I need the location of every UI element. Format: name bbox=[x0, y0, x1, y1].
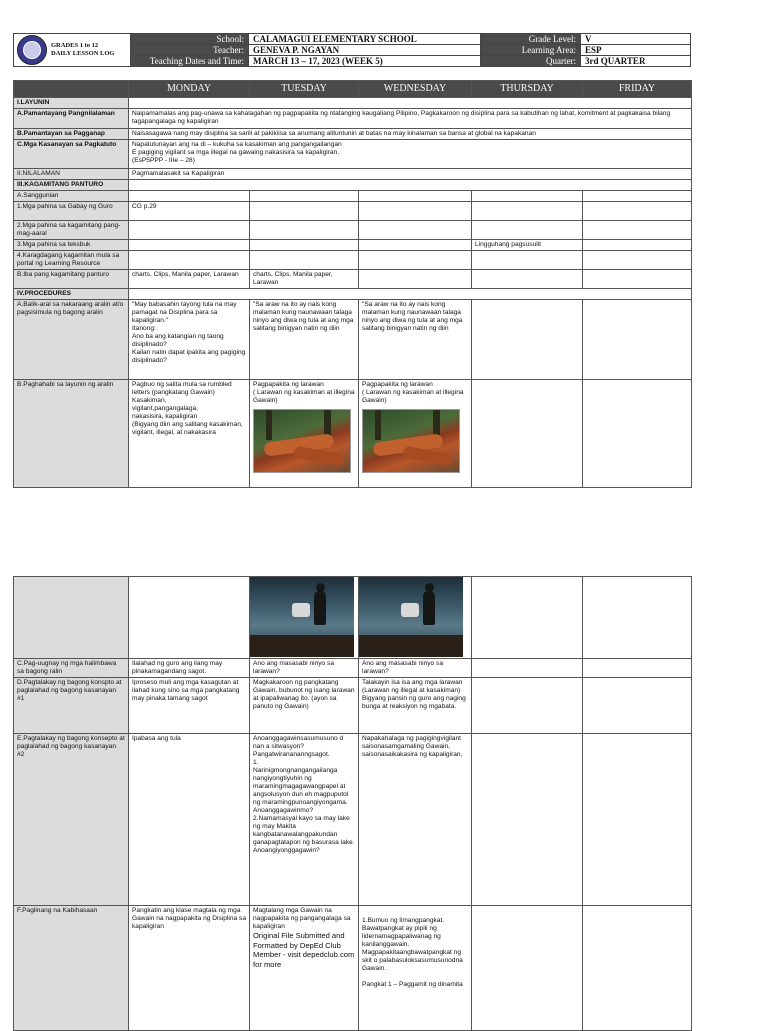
grade-label: Grade Level: bbox=[481, 34, 581, 45]
paghahabi-wednesday: Pagpapakita ng larawan ( Larawan ng kasakiman at illegina Gawain) bbox=[362, 381, 464, 404]
school-value: CALAMAGUI ELEMENTARY SCHOOL bbox=[249, 34, 481, 45]
f-tuesday-cell bbox=[250, 906, 359, 1031]
lake-photo-cell-wednesday bbox=[359, 577, 472, 659]
area-value: ESP bbox=[581, 45, 691, 56]
row-label-paguugnay: C.Pag-uugnay ng mga halimbawa sa bagong ralin bbox=[14, 659, 129, 678]
lake-dumping-photo bbox=[250, 577, 354, 657]
corner-cell bbox=[14, 81, 129, 98]
dates-label: Teaching Dates and Time: bbox=[131, 56, 249, 67]
paguugnay-tuesday: Ano ang masasabi ninyo sa larawan? bbox=[250, 659, 359, 678]
row-label-f: F.Paglinang na Kabihasaan bbox=[14, 906, 129, 1031]
lesson-table-page-1 bbox=[13, 80, 692, 488]
day-friday: FRIDAY bbox=[583, 81, 692, 98]
depedclub-watermark-text: Original File Submitted and Formatted by DepEd Club Member - visit depedclub.com for more bbox=[253, 931, 355, 969]
pamantayan-text: Naipamamalas ang pag-unawa sa kahalagahan ng pagpapakita ng ntatanging kaugaliang Pilipino, Pagkakaroon ng disiplina para sa kabutihan ng lahat, komitment at pagkakaisa bilang tagapangalaga ng kapaligiran bbox=[129, 109, 692, 129]
school-label: School: bbox=[131, 34, 249, 45]
section-procedures: IV.PROCEDURES bbox=[14, 289, 129, 300]
logo-text: GRADES 1 to 12 DAILY LESSON LOG bbox=[51, 42, 115, 57]
row-label-e: E.Pagtalakay ng bagong konsepto at paglalahad ng bagong kasanayan #2 bbox=[14, 734, 129, 906]
paguugnay-monday: Ilalahad ng guro ang ilang may pinakamagandang sagot. bbox=[129, 659, 250, 678]
day-monday: MONDAY bbox=[129, 81, 250, 98]
f-tuesday: Magtalang mga Gawain na nagpapakita ng pangangalaga sa kapaligiran bbox=[253, 907, 351, 930]
balik-aral-tuesday: "Sa araw na ito ay nais kong malaman kung naunawaan talaga ninyo ang diwa ng tula at ang mga salitang binigyan natin ng diin bbox=[250, 300, 359, 380]
section-kagamitan: III.KAGAMITANG PANTURO bbox=[14, 180, 129, 191]
row-label-pagganap: B.Pamantayan sa Pagganap bbox=[14, 129, 129, 140]
d-monday: Iproseso muli ang mga kasagutan at ilahad kung sino sa mga pangkatang may pinaka tamang sagot bbox=[129, 678, 250, 734]
row-label-gabay: 1.Mga pahina sa Gabay ng Guro bbox=[14, 202, 129, 221]
row-label-teksbuk: 3.Mga pahina sa teksbuk bbox=[14, 240, 129, 251]
d-wednesday: Talakayin isa isa ang mga larawan (Larawan ng illegal at kasakiman) Bigyang pansin ng guro ang naging bunga at reaksiyon ng mgabata. bbox=[359, 678, 472, 734]
teacher-label: Teacher: bbox=[131, 45, 249, 56]
day-thursday: THURSDAY bbox=[472, 81, 583, 98]
row-label-kasanayan: C.Mga Kasanayan sa Pagkatuto bbox=[14, 140, 129, 169]
section-layunin: I.LAYUNIN bbox=[14, 98, 129, 109]
row-label-balik-aral: A.Balik-aral sa nakaraang aralin at/o pagsisimula ng bagong aralin bbox=[14, 300, 129, 380]
e-tuesday: Anoanggagawinsasumusuno d nan a sitwasyon? Pangatwiranananngsagot. 1. Narinigmongnangangailanga nangiyongtiyuhin ng maramingmagagawangpapel at angsolusyon dun eh magpuputol ng maramingpunoangiyongama. Anoanggagawinmo? 2.Namamasyal kayo sa may lake ng may Makita kangbatanawalangpakundan ganapagtatapon ng basurasa lake. Anoangiyonggagawin? bbox=[250, 734, 359, 906]
iba-monday: charts, Clips, Manila paper, Larawan bbox=[129, 270, 250, 289]
paghahabi-tuesday: Pagpapakita ng larawan ( Larawan ng kasakiman at illegina Gawain) bbox=[253, 381, 355, 404]
row-label-pamantayan: A.Pamantayang Pangnilalaman bbox=[14, 109, 129, 129]
area-label: Learning Area: bbox=[481, 45, 581, 56]
paghahabi-monday: Pagbuo ng salita mula sa rumbled letters (pangkatang Gawain) Kasakiman, vigilant,pangangalaga, nakasisira, kapaligiran (Bigyang diin ang salitang kasakiman, vigilant, illegal, at nakakasira bbox=[129, 380, 250, 488]
row-label-karagdagan: 4.Karagdagang kagamitan mula sa portal ng Learning Resource bbox=[14, 251, 129, 270]
f-wednesday: 1.Bumuo ng limangpangkat. Bawatpangkat ay pipili ng lidernamagpapaliwanag ng kanilanggawain. Magpapakitaangbawatpangkat ng skit o palabasuloksasumusunodna Gawain. Pangkat 1 – Paggamit ng dinamita bbox=[362, 917, 463, 988]
paghahabi-tuesday-cell bbox=[250, 380, 359, 488]
e-wednesday: Napakahalaga ng pagigingvigilant saisonasamgamaling Gawain, saisonasaikakasira ng kapaligiran, bbox=[359, 734, 472, 906]
teacher-value: GENEVA P. NGAYAN bbox=[249, 45, 481, 56]
lake-dumping-photo bbox=[359, 577, 463, 657]
row-label-d: D.Pagtalakay ng bagong konspto at paglalahad ng bagong kasanayan #1 bbox=[14, 678, 129, 734]
logging-photo bbox=[253, 409, 351, 473]
gabay-monday: CG p.29 bbox=[129, 202, 250, 221]
kasanayan-text: Napatutunayan ang na di – kukuha sa kasakiman ang pangangailangan E pagiging vigilant sa mga illegal na gawaing nakasisira sa kapaligiran. (EsP5PPP - IIIe – 28) bbox=[129, 140, 692, 169]
logging-photo bbox=[362, 409, 460, 473]
e-monday: Ipabasa ang tula bbox=[129, 734, 250, 906]
quarter-label: Quarter: bbox=[481, 56, 581, 67]
day-wednesday: WEDNESDAY bbox=[359, 81, 472, 98]
deped-seal-icon bbox=[17, 35, 47, 65]
row-label-nilalaman: II.NILALAMAN bbox=[14, 169, 129, 180]
paguugnay-wednesday: Ano ang masasabi ninyo sa larawan? bbox=[359, 659, 472, 678]
lesson-log-header bbox=[13, 33, 690, 67]
nilalaman-text: Pagmamalasakit sa Kapaligiran bbox=[129, 169, 692, 180]
balik-aral-wednesday: "Sa araw na ito ay nais kong malaman kung naunawaan talaga ninyo ang diwa ng tula at ang mga salitang binigyan natin ng diin bbox=[359, 300, 472, 380]
teksbuk-thursday: Lingguhang pagsusulit bbox=[472, 240, 583, 251]
f-wednesday-cell bbox=[359, 906, 472, 1031]
dates-value: MARCH 13 – 17, 2023 (WEEK 5) bbox=[249, 56, 481, 67]
grade-value: V bbox=[581, 34, 691, 45]
day-tuesday: TUESDAY bbox=[250, 81, 359, 98]
balik-aral-monday: "May babasahin tayong tula na may pamagat na Disiplina para sa kapaligiran." Itanong: Ano ba ang katangian ng taong disiplinado? Kailan natin dapat ipakita ang pagiging disiplinado? bbox=[129, 300, 250, 380]
iba-tuesday: charts, Clips, Manila paper, Larawan bbox=[250, 270, 359, 289]
row-label-kagamitang: 2.Mga pahina sa kagamitang pang-mag-aaral bbox=[14, 221, 129, 240]
row-label-sanggunian: A.Sanggunian bbox=[14, 191, 129, 202]
pagganap-text: Naisasagawa nang may disiplina sa sarili at pakikiisa sa anumang alituntunin at batas na may kinalaman sa bansa at global na kapakanan bbox=[129, 129, 692, 140]
lake-photo-cell-tuesday bbox=[250, 577, 359, 659]
f-monday: Pangkatin ang klase magtala ng mga Gawain na nagpapakita ng Disiplina sa kapaligiran bbox=[129, 906, 250, 1031]
logo-cell bbox=[14, 34, 131, 67]
row-label-paghahabi: B.Paghahabi sa layunin ng aralin bbox=[14, 380, 129, 488]
row-label-iba: B.Iba pang kagamitang panturo bbox=[14, 270, 129, 289]
paghahabi-wednesday-cell bbox=[359, 380, 472, 488]
d-tuesday: Magkakaroon ng pangkatang Gawain, bubunot ng isang larawan at ipapaliwanag ito. (ayon sa panuto ng Gawain) bbox=[250, 678, 359, 734]
quarter-value: 3rd QUARTER bbox=[581, 56, 691, 67]
lesson-table-page-2 bbox=[13, 576, 692, 1031]
